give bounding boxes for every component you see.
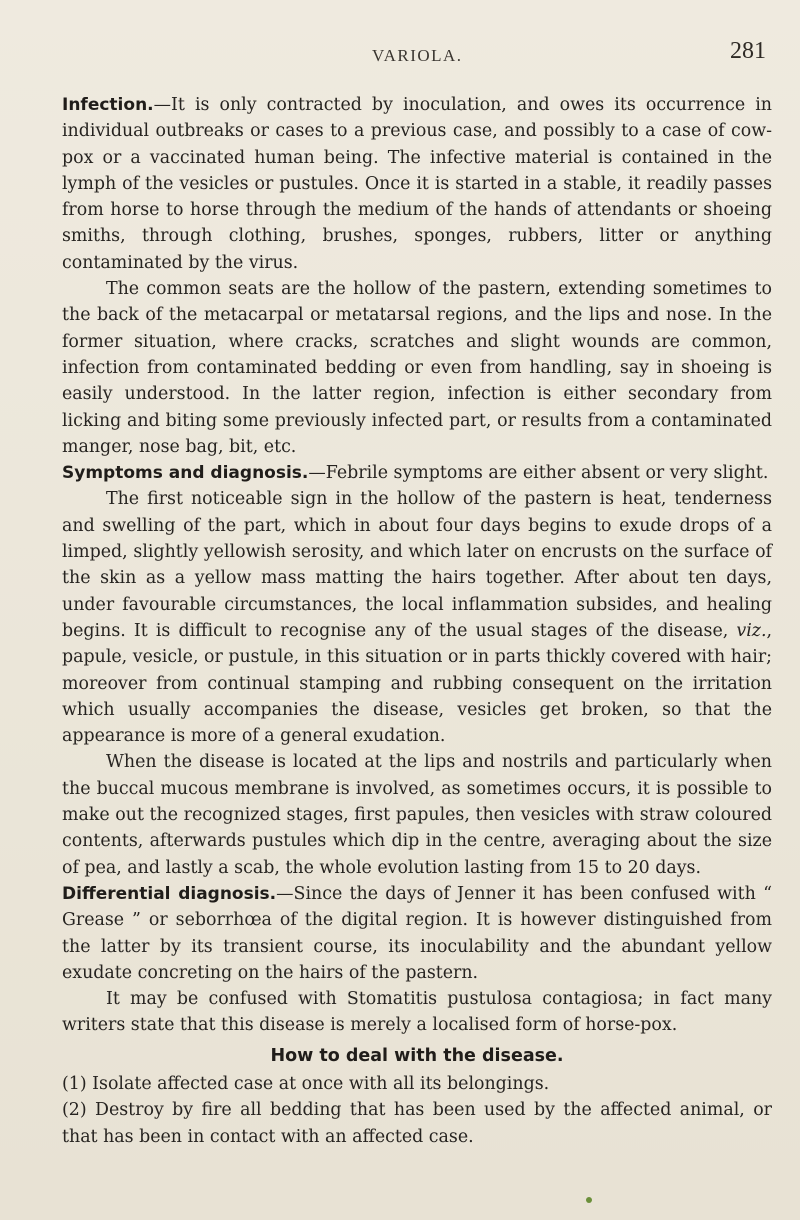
heading-how-to-deal: How to deal with the disease.	[270, 1045, 564, 1066]
paragraph-differential	[62, 881, 772, 986]
text-first-sign-a: The first noticeable sign in the hollow of the pastern is heat, tenderness and swelling of the part, which in about four days begins to exude drops of a limped, slightly yellowish serosity, and which later on encrusts on the surface of the skin as a yellow mass matting the hairs together. After about ten days, under favourable circumstances, the local inflammation subsides, and healing begins. It is difficult to recognise any of the usual stages of the disease,	[62, 489, 772, 641]
paragraph-first-sign	[62, 486, 772, 749]
paragraph-lips: When the disease is located at the lips and nostrils and particularly when the buccal mucous membrane is involved, as sometimes occurs, it is possible to make out the recognized stages, first papules, then vesicles with straw coloured contents, afterwards pustules which dip in the centre, averaging about the size of pea, and lastly a scab, the whole evolution lasting from 15 to 20 days.	[62, 752, 772, 878]
heading-infection: Infection.	[62, 95, 154, 115]
paragraph-seats: The common seats are the hollow of the pastern, extending sometimes to the back of the metacarpal or metatarsal regions, and the lips and nose. In the former situation, where cracks, scratches and slight wounds are common, infection from contaminated bedding or even from handling, say in shoeing is easily understood. In the latter region, infection is either secondary from licking and biting some previously infected part, or results from a contaminated manger, nose bag, bit, etc.	[62, 279, 772, 457]
heading-differential: Differential diagnosis.	[62, 883, 277, 904]
paper-speck	[586, 1197, 592, 1203]
running-head: VARIOLA.	[372, 46, 463, 65]
list-item-isolate: (1) Isolate affected case at once with all its belongings.	[62, 1073, 550, 1094]
text-infection: —It is only contracted by inoculation, and owes its occurrence in individual outbreaks or cases to a previous case, and possibly to a case of cow-pox or a vaccinated human being. The infective material is contained in the lymph of the vesicles or pustules. Once it is started in a stable, it readily passes from horse to horse through the medium of the hands of attendants or shoeing smiths, through clothing, brushes, sponges, rubbers, litter or anything contaminated by the virus.	[62, 95, 772, 273]
text-differential: —Since the days of Jenner it has been confused with “ Grease ” or seborrhœa of the digital region. It is however distinguished from the latter by its transient course, its inoculability and the abundant yellow exudate concreting on the hairs of the pastern.	[62, 883, 772, 983]
text-symptoms: —Febrile symptoms are either absent or very slight.	[308, 463, 769, 484]
paragraph-confused: It may be confused with Stomatitis pustulosa contagiosa; in fact many writers state that this disease is merely a localised form of horse-pox.	[62, 989, 772, 1036]
page-body	[62, 92, 772, 1150]
text-first-sign-b: , papule, vesicle, or pustule, in this situation or in parts thickly covered with hair; moreover from continual stamping and rubbing consequent on the irritation which usually accompanies the disease, vesicles get broken, so that the appearance is more of a general exudation.	[62, 620, 772, 747]
paragraph-infection	[62, 92, 772, 276]
page-header	[0, 38, 800, 78]
heading-symptoms: Symptoms and diagnosis.	[62, 463, 309, 484]
paragraph-symptoms	[62, 460, 772, 486]
page-number: 281	[730, 38, 766, 64]
list-item-destroy: (2) Destroy by fire all bedding that has been used by the affected animal, or that has been in contact with an affected case.	[62, 1100, 772, 1147]
text-viz: viz.	[736, 620, 767, 641]
